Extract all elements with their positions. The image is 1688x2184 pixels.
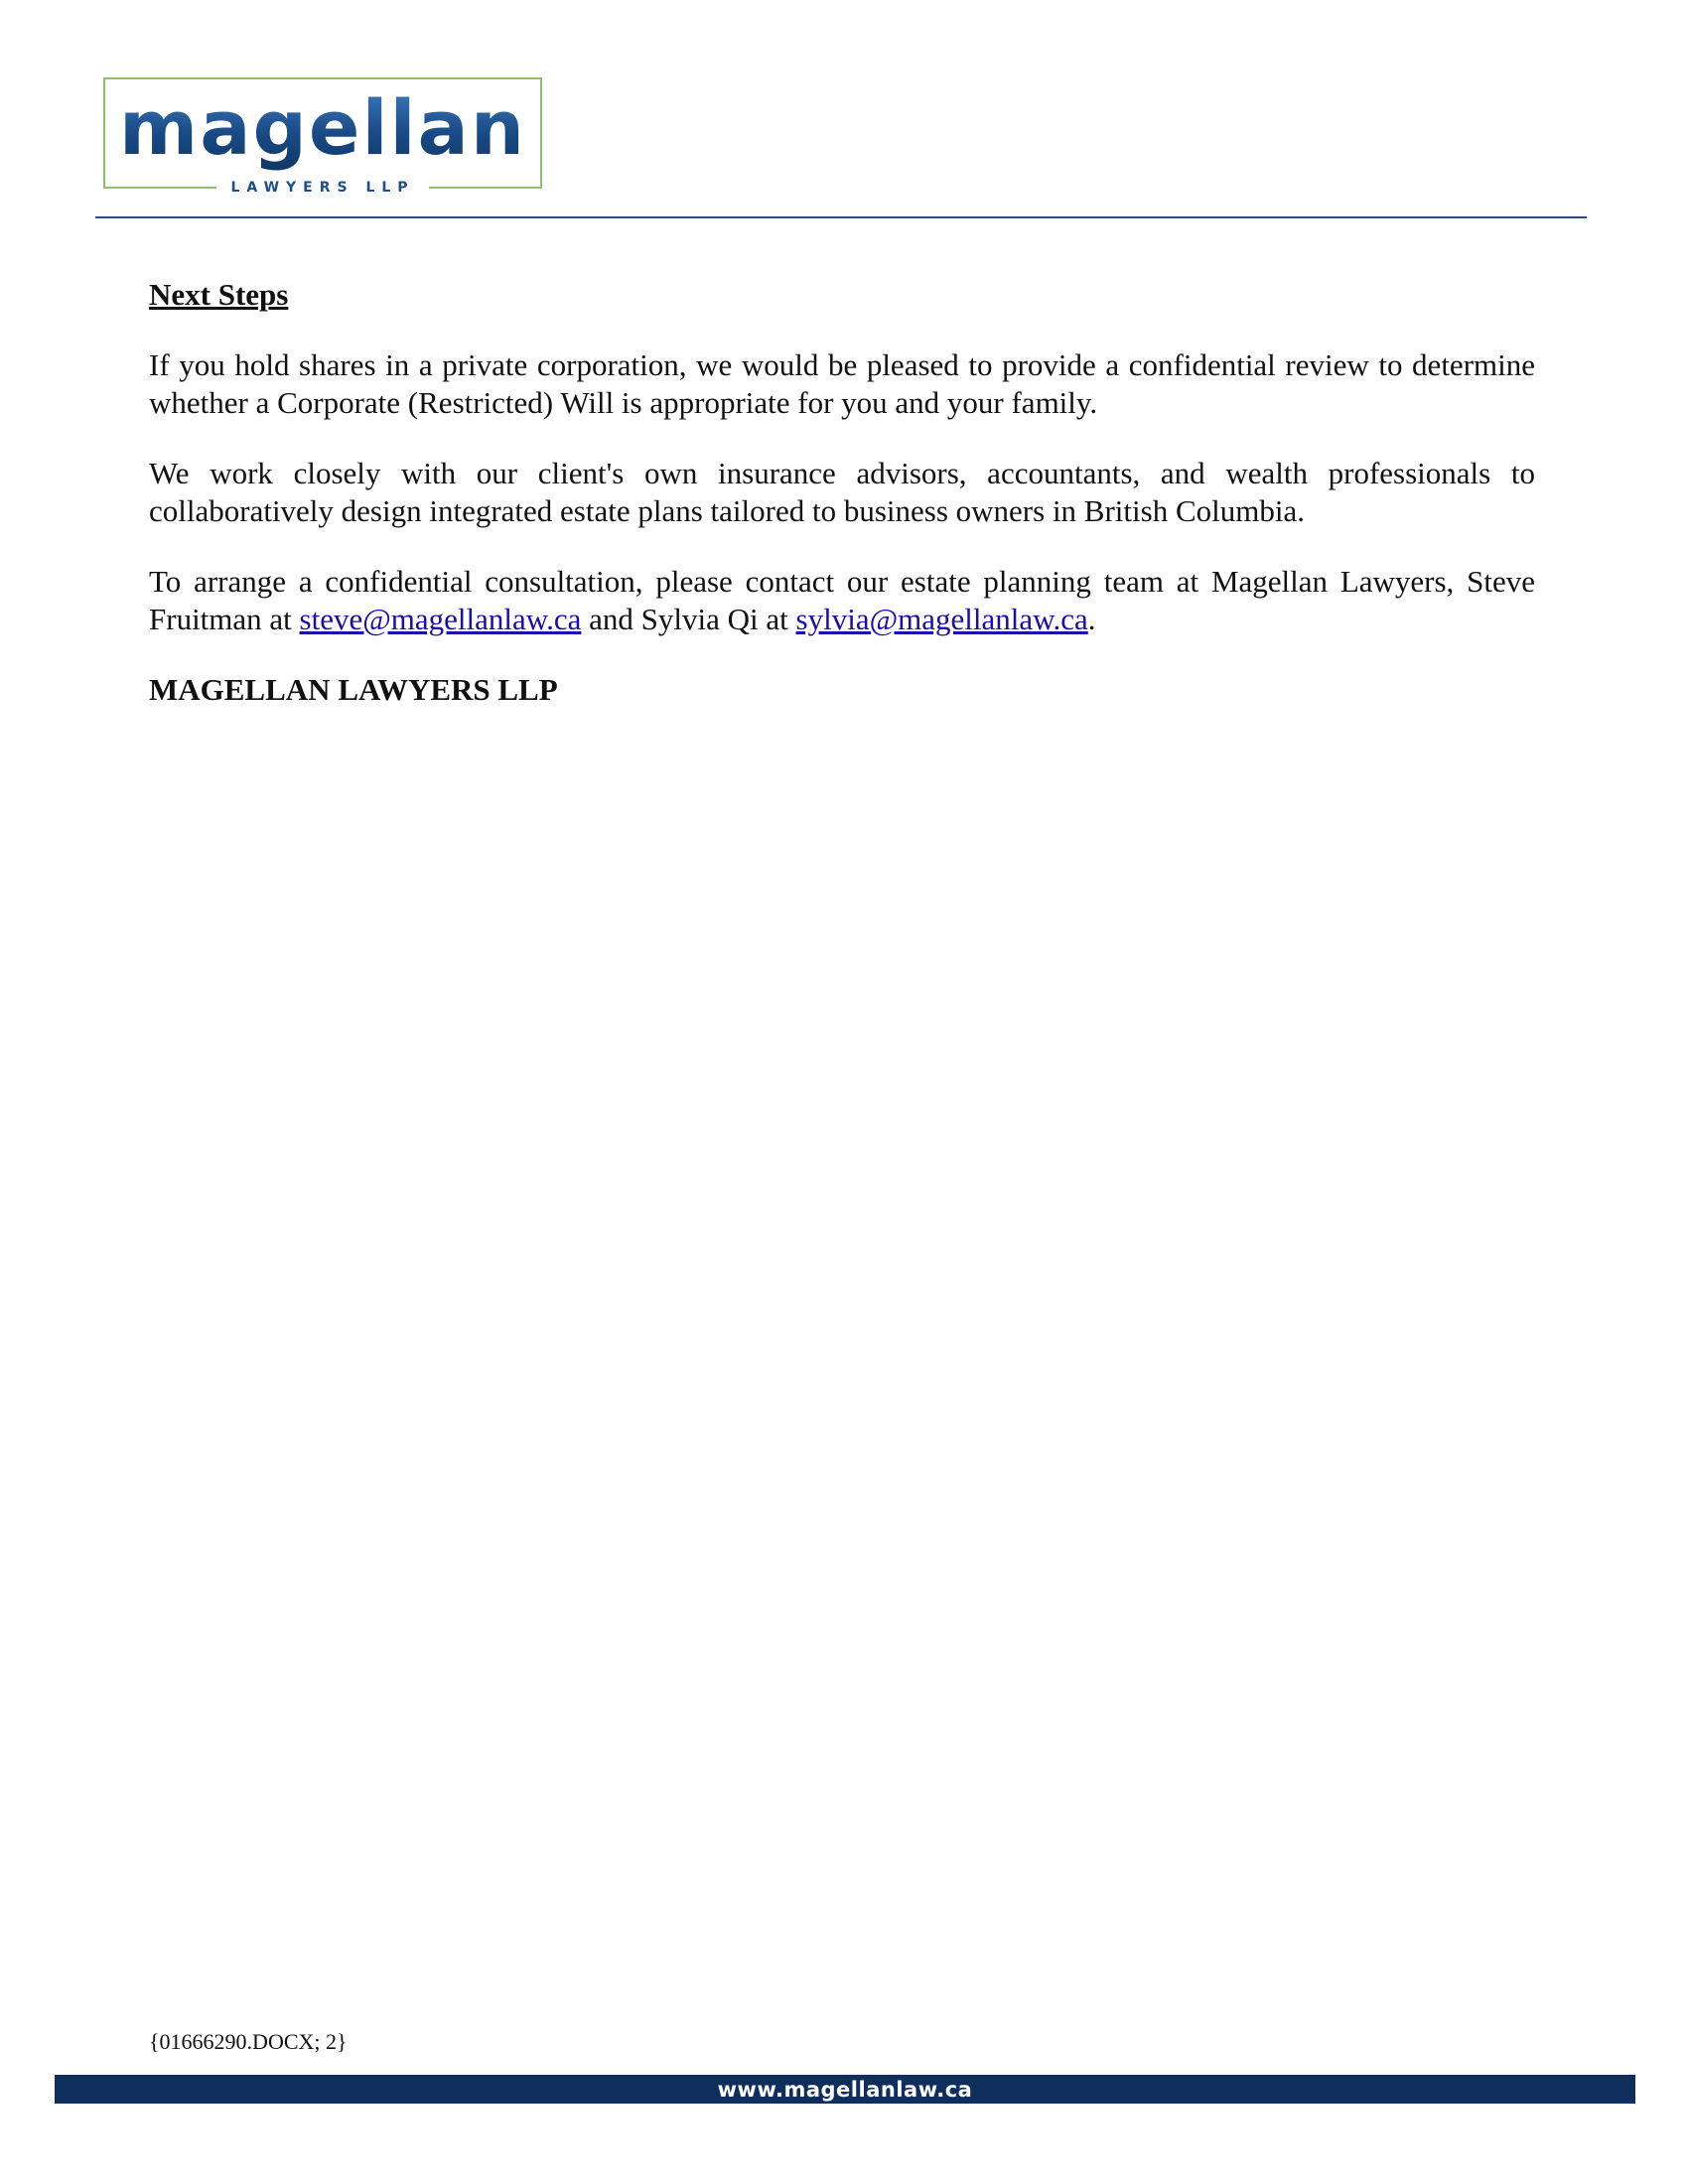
logo-wordmark: magellan: [105, 83, 540, 173]
email-link-steve[interactable]: steve@magellanlaw.ca: [299, 602, 582, 636]
section-heading: Next Steps: [149, 277, 289, 312]
letter-body: [149, 276, 1535, 709]
header-divider: [95, 216, 1587, 218]
footer-website: www.magellanlaw.ca: [717, 2077, 973, 2102]
logo-subtitle: LAWYERS LLP: [216, 178, 428, 198]
contact-text-middle: and Sylvia Qi at: [581, 602, 796, 636]
logo-subtitle-wrap: [105, 178, 540, 198]
contact-text-before: To arrange a confidential consultation, please contact our estate planning team at Magellan Lawyers, Steve Fruitman at: [149, 564, 1535, 636]
email-link-sylvia[interactable]: sylvia@magellanlaw.ca: [795, 602, 1088, 636]
paragraph-review: If you hold shares in a private corporation, we would be pleased to provide a confidential review to determine whether a Corporate (Restricted) Will is appropriate for you and your family.: [149, 347, 1535, 420]
document-reference: {01666290.DOCX; 2}: [149, 2029, 348, 2054]
firm-signoff: MAGELLAN LAWYERS LLP: [149, 672, 558, 707]
footer-bar: [55, 2075, 1635, 2104]
paragraph-collaboration: We work closely with our client's own insurance advisors, accountants, and wealth professionals to collaboratively design integrated estate plans tailored to business owners in British Columbia.: [149, 456, 1535, 528]
paragraph-contact: [149, 563, 1535, 638]
contact-text-after: .: [1087, 602, 1096, 636]
company-logo: [103, 77, 542, 196]
